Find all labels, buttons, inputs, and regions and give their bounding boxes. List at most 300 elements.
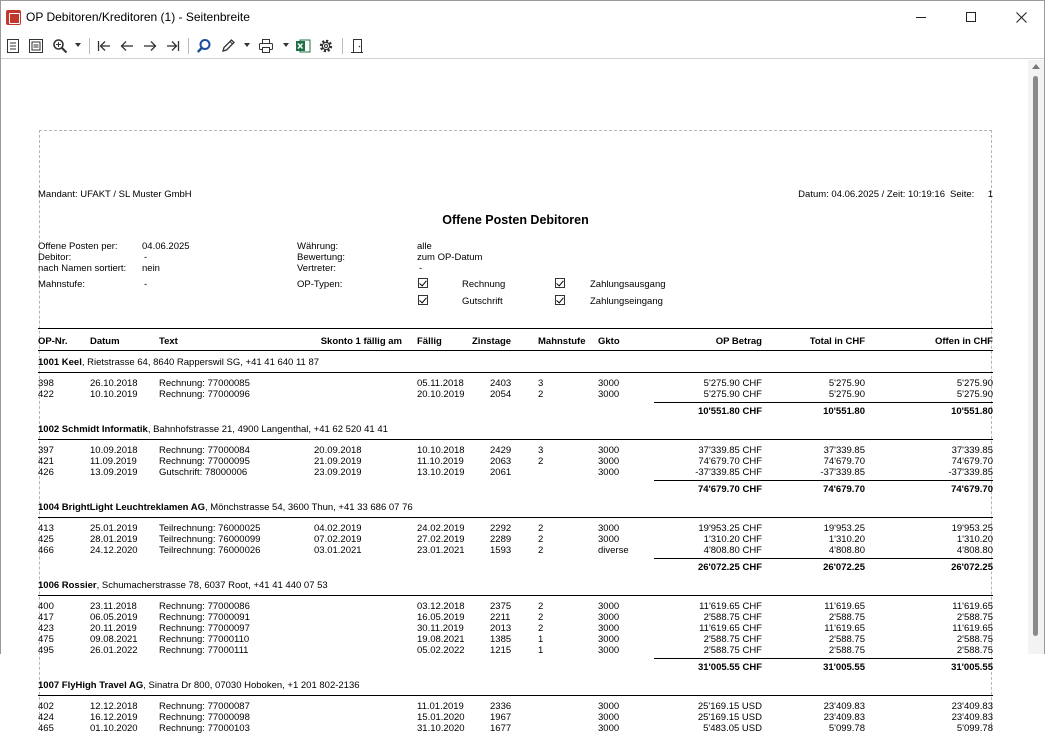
cell-mahnstufe: 2 — [538, 456, 544, 467]
table-row — [38, 545, 993, 556]
window-title: OP Debitoren/Kreditoren (1) - Seitenbreite — [26, 10, 250, 24]
cell-op-betrag: 5'275.90 CHF — [703, 389, 762, 400]
col-offen-chf: Offen in CHF — [934, 336, 993, 347]
col-text: Text — [159, 336, 178, 347]
settings-button[interactable] — [316, 36, 336, 56]
report-page — [38, 130, 993, 734]
cell-offen-chf: 5'099.78 — [956, 723, 993, 734]
subtotal-op-betrag: 10'551.80 CHF — [697, 406, 762, 417]
subtotal-total-chf: 10'551.80 — [823, 406, 865, 417]
cell-offen-chf: 23'409.83 — [951, 701, 993, 712]
cell-op-nr: 465 — [38, 723, 54, 734]
cell-op-nr: 402 — [38, 701, 54, 712]
cell-op-nr: 495 — [38, 645, 54, 656]
col-faellig: Fällig — [417, 336, 442, 347]
cell-gkto: 3000 — [598, 634, 620, 645]
table-row — [38, 523, 993, 534]
cell-op-betrag: 19'953.25 CHF — [698, 523, 762, 534]
sortiert-label: nach Namen sortiert: — [38, 263, 127, 274]
cell-op-nr: 424 — [38, 712, 54, 723]
table-row — [38, 534, 993, 545]
exit-button[interactable] — [347, 36, 367, 56]
waehrung-value: alle — [417, 241, 432, 252]
customer-name: 1007 FlyHigh Travel AG — [38, 680, 144, 691]
table-row — [38, 634, 993, 645]
cell-op-betrag: -37'339.85 CHF — [695, 467, 762, 478]
cell-text: Rechnung: 77000110 — [159, 634, 250, 645]
page-width-icon — [28, 38, 44, 54]
cell-text: Rechnung: 77000111 — [159, 645, 249, 656]
cell-total-chf: 5'275.90 — [828, 378, 865, 389]
cell-offen-chf: 2'588.75 — [956, 612, 993, 623]
waehrung-label: Währung: — [297, 241, 339, 252]
zoom-icon — [52, 38, 68, 54]
cell-skonto: 21.09.2019 — [314, 456, 362, 467]
zahlungsausgang-checkbox — [555, 278, 565, 288]
cell-offen-chf: 37'339.85 — [951, 445, 993, 456]
cell-op-nr: 421 — [38, 456, 54, 467]
col-gkto: Gkto — [598, 336, 620, 347]
cell-offen-chf: 11'619.65 — [952, 601, 993, 612]
subtotal-rule — [654, 402, 993, 403]
cell-gkto: 3000 — [598, 645, 620, 656]
cell-mahnstufe: 2 — [538, 545, 544, 556]
subtotal-total-chf: 31'005.55 — [823, 662, 865, 673]
excel-icon — [295, 38, 311, 54]
cell-offen-chf: 11'619.65 — [952, 623, 993, 634]
printer-icon — [258, 38, 274, 54]
table-row — [38, 445, 993, 456]
toolbar-divider — [89, 38, 90, 54]
cell-datum: 01.10.2020 — [90, 723, 138, 734]
cell-datum: 23.11.2018 — [90, 601, 137, 612]
cell-op-nr: 423 — [38, 623, 54, 634]
cell-faellig: 05.11.2018 — [417, 378, 464, 389]
cell-op-betrag: 25'169.15 USD — [697, 701, 762, 712]
cell-datum: 13.09.2019 — [90, 467, 138, 478]
cell-total-chf: 2'588.75 — [828, 634, 865, 645]
cell-zinstage: 2061 — [490, 467, 512, 478]
vertreter-value: - — [419, 263, 423, 274]
cell-op-betrag: 74'679.70 CHF — [698, 456, 762, 467]
cell-total-chf: 4'808.80 — [828, 545, 865, 556]
cell-zinstage: 2054 — [490, 389, 512, 400]
mahnstufe-label: Mahnstufe: — [38, 279, 85, 290]
customer-name: 1001 Keel — [38, 357, 82, 368]
op-per-label: Offene Posten per: — [38, 241, 118, 252]
group-header-rule — [38, 372, 993, 373]
cell-mahnstufe: 2 — [538, 523, 544, 534]
previous-page-button[interactable] — [117, 36, 137, 56]
customer-header — [38, 680, 360, 691]
cell-gkto: 3000 — [598, 389, 620, 400]
bewertung-label: Bewertung: — [297, 252, 346, 263]
cell-op-nr: 400 — [38, 601, 54, 612]
cell-text: Rechnung: 77000085 — [159, 378, 250, 389]
search-icon — [196, 38, 212, 54]
cell-zinstage: 1677 — [490, 723, 512, 734]
rechnung-checkbox — [418, 278, 428, 288]
cell-op-betrag: 11'619.65 CHF — [699, 623, 762, 634]
customer-address: , Sinatra Dr 800, 07030 Hoboken, +1 201 802-2136 — [143, 680, 360, 691]
cell-total-chf: 23'409.83 — [823, 701, 865, 712]
zahlungseingang-checkbox — [555, 295, 565, 305]
cell-total-chf: 5'275.90 — [828, 389, 865, 400]
cell-total-chf: -37'339.85 — [820, 467, 865, 478]
subtotal-offen-chf: 26'072.25 — [951, 562, 993, 573]
cell-op-nr: 398 — [38, 378, 54, 389]
cell-gkto: 3000 — [598, 623, 620, 634]
cell-zinstage: 2063 — [490, 456, 512, 467]
subtotal-rule — [654, 558, 993, 559]
page-number: 1 — [987, 189, 993, 200]
cell-mahnstufe: 1 — [538, 645, 544, 656]
customer-address: , Rietstrasse 64, 8640 Rapperswil SG, +41 41 640 11 87 — [81, 357, 320, 368]
cell-text: Teilrechnung: 76000026 — [159, 545, 261, 556]
pencil-icon — [220, 38, 236, 54]
cell-faellig: 30.11.2019 — [417, 623, 464, 634]
close-icon — [1016, 12, 1027, 23]
cell-zinstage: 2336 — [490, 701, 512, 712]
cell-total-chf: 37'339.85 — [823, 445, 865, 456]
minimize-icon — [916, 12, 927, 23]
cell-faellig: 11.01.2019 — [417, 701, 464, 712]
cell-gkto: 3000 — [598, 701, 620, 712]
cell-total-chf: 11'619.65 — [824, 601, 865, 612]
cell-datum: 10.10.2019 — [90, 389, 138, 400]
gutschrift-label: Gutschrift — [462, 296, 503, 307]
cell-faellig: 16.05.2019 — [417, 612, 465, 623]
customer-name: 1004 BrightLight Leuchtreklamen AG — [38, 502, 205, 513]
cell-text: Gutschrift: 78000006 — [159, 467, 248, 478]
subtotal-row — [38, 562, 993, 573]
cell-zinstage: 2211 — [490, 612, 511, 623]
door-icon — [349, 38, 365, 54]
cell-op-betrag: 11'619.65 CHF — [699, 601, 762, 612]
cell-mahnstufe: 2 — [538, 389, 544, 400]
cell-offen-chf: 2'588.75 — [956, 645, 993, 656]
cell-zinstage: 1215 — [490, 645, 512, 656]
subtotal-offen-chf: 31'005.55 — [951, 662, 993, 673]
arrow-left-icon — [119, 38, 135, 54]
cell-gkto: 3000 — [598, 445, 620, 456]
cell-gkto: 3000 — [598, 456, 620, 467]
subtotal-rule — [654, 480, 993, 481]
cell-text: Rechnung: 77000097 — [159, 623, 250, 634]
customer-header — [38, 424, 388, 435]
single-page-button[interactable] — [3, 36, 23, 56]
cell-skonto: 03.01.2021 — [314, 545, 362, 556]
cell-offen-chf: 5'275.90 — [956, 389, 993, 400]
cell-total-chf: 23'409.83 — [823, 712, 865, 723]
close-button[interactable] — [998, 1, 1044, 33]
cell-datum: 24.12.2020 — [90, 545, 138, 556]
cell-op-betrag: 25'169.15 USD — [697, 712, 762, 723]
group-header-rule — [38, 595, 993, 596]
col-skonto: Skonto 1 fällig am — [320, 336, 402, 347]
cell-mahnstufe: 1 — [538, 634, 544, 645]
customer-header — [38, 502, 413, 513]
gear-icon — [318, 38, 334, 54]
cell-mahnstufe: 2 — [538, 623, 544, 634]
cell-offen-chf: 4'808.80 — [956, 545, 993, 556]
cell-datum: 16.12.2019 — [90, 712, 138, 723]
toolbar — [1, 33, 1044, 59]
col-zinstage: Zinstage — [472, 336, 512, 347]
cell-gkto: diverse — [598, 545, 629, 556]
cell-op-betrag: 2'588.75 CHF — [703, 612, 762, 623]
subtotal-row — [38, 662, 993, 673]
subtotal-total-chf: 74'679.70 — [823, 484, 865, 495]
cell-faellig: 13.10.2019 — [417, 467, 465, 478]
cell-text: Rechnung: 77000084 — [159, 445, 250, 456]
cell-text: Rechnung: 77000087 — [159, 701, 250, 712]
cell-text: Rechnung: 77000091 — [159, 612, 250, 623]
cell-faellig: 15.01.2020 — [417, 712, 465, 723]
subtotal-total-chf: 26'072.25 — [823, 562, 865, 573]
cell-op-nr: 413 — [38, 523, 54, 534]
cell-text: Teilrechnung: 76000025 — [159, 523, 261, 534]
customer-address: , Schumacherstrasse 78, 6037 Root, +41 41 440 07 53 — [96, 580, 328, 591]
arrow-right-icon — [142, 38, 158, 54]
debitor-value: - — [144, 252, 148, 263]
table-row — [38, 467, 993, 478]
cell-text: Rechnung: 77000098 — [159, 712, 250, 723]
group-header-rule — [38, 517, 993, 518]
bewertung-value: zum OP-Datum — [417, 252, 483, 263]
cell-zinstage: 2375 — [490, 601, 512, 612]
cell-offen-chf: 23'409.83 — [951, 712, 993, 723]
search-button[interactable] — [194, 36, 214, 56]
cell-gkto: 3000 — [598, 612, 620, 623]
cell-zinstage: 1385 — [490, 634, 512, 645]
cell-offen-chf: 19'953.25 — [951, 523, 993, 534]
cell-gkto: 3000 — [598, 523, 620, 534]
header-top-rule — [38, 328, 993, 329]
cell-text: Rechnung: 77000086 — [159, 601, 250, 612]
table-row — [38, 701, 993, 712]
title-bar — [1, 1, 1044, 33]
table-row — [38, 378, 993, 389]
group-header-rule — [38, 695, 993, 696]
header-bottom-rule — [38, 350, 993, 351]
col-total-chf: Total in CHF — [809, 336, 865, 347]
cell-skonto: 07.02.2019 — [314, 534, 362, 545]
table-row — [38, 645, 993, 656]
cell-mahnstufe: 2 — [538, 612, 544, 623]
cell-gkto: 3000 — [598, 534, 620, 545]
next-page-button[interactable] — [140, 36, 160, 56]
cell-zinstage: 2403 — [490, 378, 512, 389]
table-row — [38, 723, 993, 734]
toolbar-divider — [342, 38, 343, 54]
cell-offen-chf: -37'339.85 — [948, 467, 993, 478]
zahlungseingang-label: Zahlungseingang — [590, 296, 663, 307]
cell-faellig: 11.10.2019 — [417, 456, 464, 467]
customer-name: 1002 Schmidt Informatik — [38, 424, 148, 435]
cell-total-chf: 74'679.70 — [823, 456, 865, 467]
cell-datum: 26.01.2022 — [90, 645, 138, 656]
col-mahnstufe: Mahnstufe — [538, 336, 586, 347]
subtotal-offen-chf: 10'551.80 — [951, 406, 993, 417]
last-page-button[interactable] — [163, 36, 183, 56]
date-time-label: Datum: 04.06.2025 / Zeit: 10:19:16 — [798, 189, 945, 200]
group-header-rule — [38, 439, 993, 440]
vertical-scrollbar[interactable] — [1028, 60, 1044, 654]
minimize-button[interactable] — [898, 1, 944, 33]
cell-gkto: 3000 — [598, 601, 620, 612]
cell-total-chf: 5'099.78 — [828, 723, 865, 734]
sortiert-value: nein — [142, 263, 160, 274]
col-datum: Datum — [90, 336, 120, 347]
cell-datum: 26.10.2018 — [90, 378, 138, 389]
cell-datum: 09.08.2021 — [90, 634, 138, 645]
debitor-label: Debitor: — [38, 252, 72, 263]
cell-op-betrag: 2'588.75 CHF — [703, 645, 762, 656]
table-row — [38, 456, 993, 467]
op-per-value: 04.06.2025 — [142, 241, 190, 252]
maximize-icon — [966, 12, 977, 23]
subtotal-rule — [654, 658, 993, 659]
page-icon — [5, 38, 21, 54]
page-width-button[interactable] — [26, 36, 46, 56]
cell-faellig: 03.12.2018 — [417, 601, 465, 612]
print-button[interactable] — [256, 36, 276, 56]
cell-skonto: 20.09.2018 — [314, 445, 362, 456]
cell-op-nr: 417 — [38, 612, 54, 623]
cell-faellig: 19.08.2021 — [417, 634, 465, 645]
table-row — [38, 612, 993, 623]
scrollbar-thumb[interactable] — [1033, 76, 1038, 636]
cell-zinstage: 2013 — [490, 623, 512, 634]
vertreter-label: Vertreter: — [297, 263, 337, 274]
zoom-dropdown-icon[interactable] — [75, 43, 81, 47]
cell-datum: 10.09.2018 — [90, 445, 138, 456]
subtotal-op-betrag: 74'679.70 CHF — [697, 484, 762, 495]
table-row — [38, 712, 993, 723]
cell-zinstage: 1967 — [490, 712, 512, 723]
cell-offen-chf: 5'275.90 — [956, 378, 993, 389]
cell-zinstage: 1593 — [490, 545, 512, 556]
subtotal-op-betrag: 31'005.55 CHF — [697, 662, 762, 673]
subtotal-row — [38, 406, 993, 417]
first-page-icon — [96, 38, 112, 54]
cell-datum: 25.01.2019 — [90, 523, 138, 534]
cell-op-betrag: 5'275.90 CHF — [703, 378, 762, 389]
cell-total-chf: 2'588.75 — [828, 612, 865, 623]
cell-datum: 11.09.2019 — [90, 456, 137, 467]
rechnung-label: Rechnung — [462, 279, 506, 290]
report-title: Offene Posten Debitoren — [442, 213, 589, 227]
cell-faellig: 05.02.2022 — [417, 645, 465, 656]
cell-op-nr: 397 — [38, 445, 54, 456]
cell-op-nr: 425 — [38, 534, 54, 545]
scroll-up-icon[interactable] — [1032, 64, 1040, 69]
subtotal-row — [38, 484, 993, 495]
zoom-button[interactable] — [50, 36, 70, 56]
customer-address: , Mönchstrasse 54, 3600 Thun, +41 33 686 07 76 — [205, 502, 413, 513]
table-row — [38, 389, 993, 400]
cell-faellig: 24.02.2019 — [417, 523, 465, 534]
subtotal-op-betrag: 26'072.25 CHF — [697, 562, 762, 573]
cell-op-nr: 422 — [38, 389, 54, 400]
cell-op-betrag: 37'339.85 CHF — [698, 445, 762, 456]
last-page-icon — [165, 38, 181, 54]
cell-gkto: 3000 — [598, 378, 620, 389]
cell-zinstage: 2289 — [490, 534, 512, 545]
cell-mahnstufe: 2 — [538, 534, 544, 545]
col-op-nr: OP-Nr. — [38, 336, 68, 347]
cell-op-betrag: 4'808.80 CHF — [703, 545, 762, 556]
cell-op-nr: 466 — [38, 545, 54, 556]
cell-faellig: 10.10.2018 — [417, 445, 465, 456]
cell-mahnstufe: 3 — [538, 378, 544, 389]
cell-faellig: 20.10.2019 — [417, 389, 465, 400]
cell-datum: 28.01.2019 — [90, 534, 138, 545]
cell-op-betrag: 5'483.05 USD — [703, 723, 762, 734]
cell-gkto: 3000 — [598, 467, 620, 478]
cell-op-nr: 475 — [38, 634, 54, 645]
cell-total-chf: 19'953.25 — [823, 523, 865, 534]
cell-faellig: 27.02.2019 — [417, 534, 465, 545]
cell-skonto: 04.02.2019 — [314, 523, 362, 534]
gutschrift-checkbox — [418, 295, 428, 305]
customer-header — [38, 357, 319, 368]
zahlungsausgang-label: Zahlungsausgang — [590, 279, 666, 290]
print-dropdown-icon[interactable] — [283, 43, 289, 47]
cell-op-nr: 426 — [38, 467, 54, 478]
cell-datum: 20.11.2019 — [90, 623, 137, 634]
customer-header — [38, 580, 328, 591]
optypen-label: OP-Typen: — [297, 279, 343, 290]
cell-gkto: 3000 — [598, 712, 620, 723]
cell-text: Rechnung: 77000095 — [159, 456, 250, 467]
subtotal-offen-chf: 74'679.70 — [951, 484, 993, 495]
report-viewport[interactable] — [1, 60, 1028, 734]
cell-datum: 06.05.2019 — [90, 612, 138, 623]
toolbar-divider — [188, 38, 189, 54]
cell-zinstage: 2429 — [490, 445, 512, 456]
cell-total-chf: 2'588.75 — [828, 645, 865, 656]
col-op-betrag: OP Betrag — [715, 336, 762, 347]
excel-export-button[interactable] — [293, 36, 313, 56]
mahnstufe-value: - — [144, 279, 148, 290]
cell-text: Rechnung: 77000096 — [159, 389, 250, 400]
mandant-label: Mandant: UFAKT / SL Muster GmbH — [38, 189, 192, 200]
maximize-button[interactable] — [948, 1, 994, 33]
customer-name: 1006 Rossier — [38, 580, 97, 591]
cell-mahnstufe: 2 — [538, 601, 544, 612]
cell-op-betrag: 2'588.75 CHF — [703, 634, 762, 645]
cell-offen-chf: 74'679.70 — [951, 456, 993, 467]
cell-zinstage: 2292 — [490, 523, 512, 534]
cell-gkto: 3000 — [598, 723, 620, 734]
table-row — [38, 601, 993, 612]
edit-button[interactable] — [218, 36, 238, 56]
cell-skonto: 23.09.2019 — [314, 467, 362, 478]
page-label: Seite: — [950, 189, 975, 200]
cell-offen-chf: 2'588.75 — [956, 634, 993, 645]
cell-op-betrag: 1'310.20 CHF — [703, 534, 762, 545]
cell-offen-chf: 1'310.20 — [956, 534, 993, 545]
cell-total-chf: 11'619.65 — [824, 623, 865, 634]
app-icon — [6, 10, 21, 25]
cell-total-chf: 1'310.20 — [828, 534, 865, 545]
first-page-button[interactable] — [94, 36, 114, 56]
edit-dropdown-icon[interactable] — [244, 43, 250, 47]
cell-text: Rechnung: 77000103 — [159, 723, 250, 734]
cell-faellig: 23.01.2021 — [417, 545, 465, 556]
